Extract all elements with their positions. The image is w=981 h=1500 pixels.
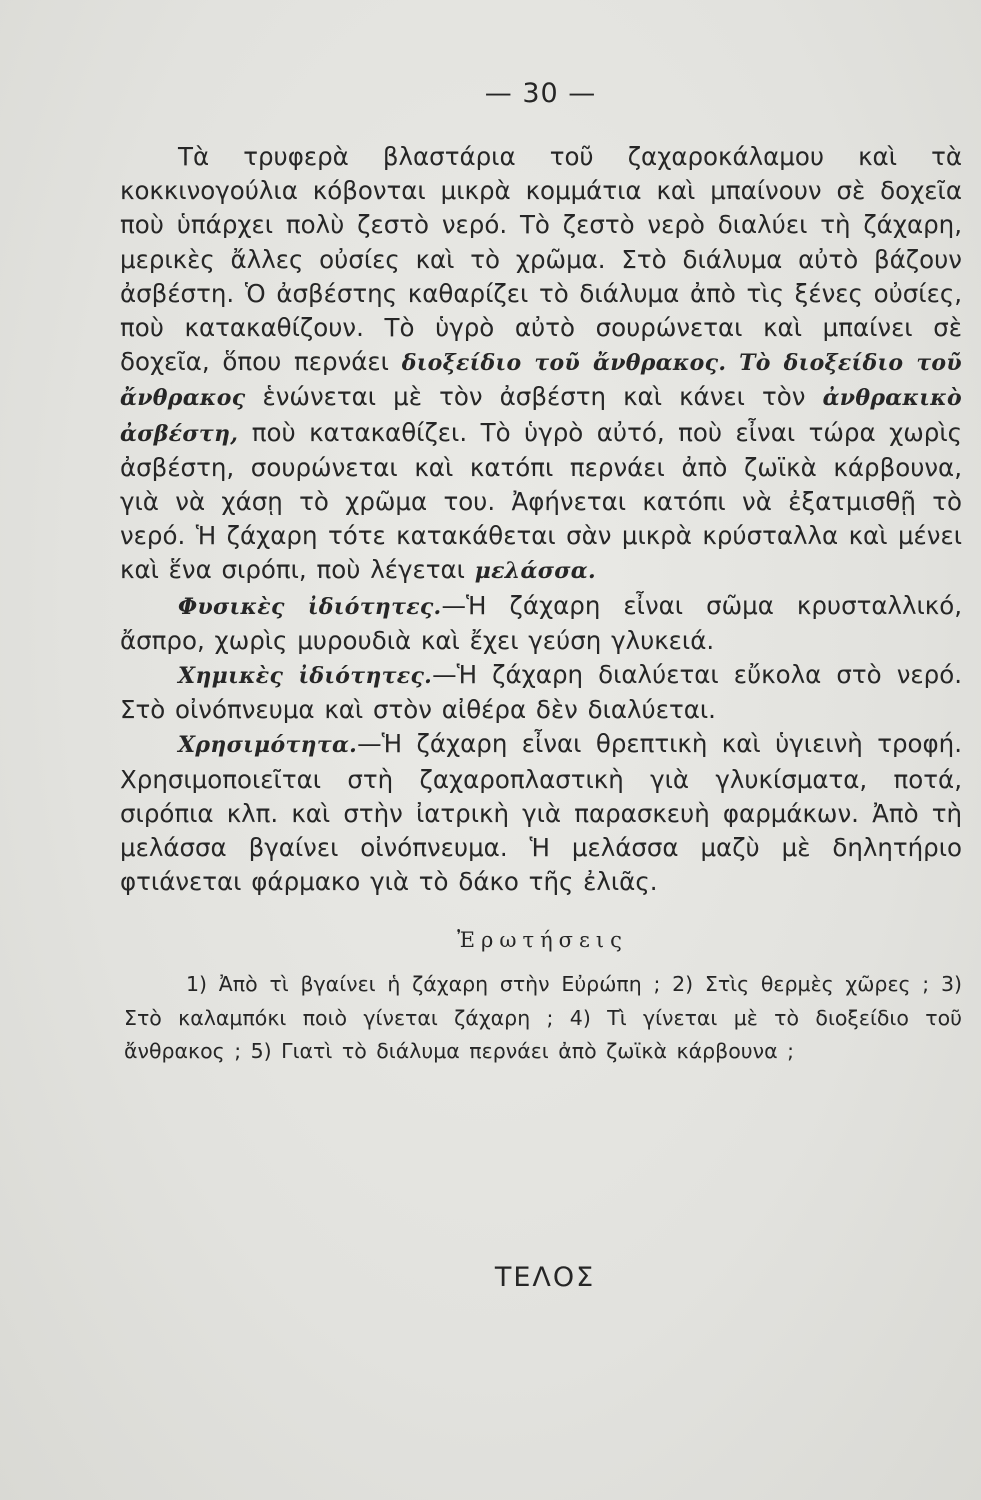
emphasis-term: μελάσσα. xyxy=(474,558,596,585)
text-segment xyxy=(726,347,739,376)
text-segment: —Ἡ ζάχαρη διαλύεται εὔκολα στὸ νερό. Στὸ οἰνόπνευμα καὶ στὸν αἰθέρα δὲν διαλύεται. xyxy=(120,660,962,725)
text-segment: ἑνώνεται μὲ τὸν ἀσβέστη καὶ κάνει τὸν xyxy=(245,382,823,412)
paragraph-physical-properties xyxy=(120,589,962,658)
paragraph-chemical-properties xyxy=(120,658,962,727)
emphasis-term: ἀνθρακικὸ ἀσβέστη, xyxy=(120,385,962,447)
questions-text: 1) Ἀπὸ τὶ βγαίνει ἡ ζάχαρη στὴν Εὐρώπη ; 2) Στὶς θερμὲς χῶρες ; 3) Στὸ καλαμπόκι ποιὸ γίνεται ζάχαρη ; 4) Τὶ γίνεται μὲ τὸ διοξείδιο τοῦ ἄνθρακος ; 5) Γιατὶ τὸ διάλυμα περνάει ἀπὸ ζωϊκὰ κάρβουνα ; xyxy=(124,972,962,1063)
text-segment: —Ἡ ζάχαρη εἶναι θρεπτικὴ καὶ ὑγιεινὴ τροφή. Χρησιμοποιεῖται στὴ ζαχαροπλαστικὴ γιὰ γλυκίσματα, ποτά, σιρόπια κλπ. καὶ στὴν ἰατρικὴ γιὰ παρασκευὴ φαρμάκων. Ἀπὸ τὴ μελάσσα βγαίνει οἰνόπνευμα. Ἡ μελάσσα μαζὺ μὲ δηλητήριο φτιάνεται φάρμακο γιὰ τὸ δάκο τῆς ἐλιᾶς. xyxy=(120,729,962,897)
body-text xyxy=(120,140,962,899)
section-label: Χημικὲς ἰδιότητες. xyxy=(178,663,433,690)
section-label: Φυσικὲς ἰδιότητες. xyxy=(178,593,442,620)
paragraph-usefulness xyxy=(120,727,962,899)
text-segment: Τὰ τρυφερὰ βλαστάρια τοῦ ζαχαροκάλαμου καὶ τὰ κοκκινογούλια κόβονται μικρὰ κομμάτια καὶ μπαίνουν σὲ δοχεῖα ποὺ ὑπάρχει πολὺ ζεστὸ νερό. Τὸ ζεστὸ νερὸ διαλύει τὴ ζάχαρη, μερικὲς ἄλλες οὐσίες καὶ τὸ χρῶμα. Στὸ διάλυμα αὐτὸ βάζουν ἀσβέστη. Ὁ ἀσβέστης καθαρίζει τὸ διάλυμα ἀπὸ τὶς ξένες οὐσίες, ποὺ κατακαθίζουν. Τὸ ὑγρὸ αὐτὸ σουρώνεται καὶ μπαίνει σὲ δοχεῖα, ὅπου περνάει xyxy=(120,142,962,377)
emphasis-term: διοξείδιο τοῦ ἄνθρακος. xyxy=(401,350,727,377)
text-segment: ποὺ κατακαθίζει. Τὸ ὑγρὸ αὐτό, ποὺ εἶναι τώρα χωρὶς ἀσβέστη, σουρώνεται καὶ κατόπι περνάει ἀπὸ ζωϊκὰ κάρβουνα, γιὰ νὰ χάσῃ τὸ χρῶμα του. Ἀφήνεται κατόπι νὰ ἐξατμισθῇ τὸ νερό. Ἡ ζάχαρη τότε κατακάθεται σὰν μικρὰ κρύσταλλα καὶ μένει καὶ ἕνα σιρόπι, ποὺ λέγεται xyxy=(120,417,962,585)
paragraph-process xyxy=(120,140,962,589)
page-number: — 30 — xyxy=(484,78,597,109)
emphasis-term: Τὸ διοξείδιο τοῦ ἄνθρακος xyxy=(120,350,962,412)
questions-heading: Ἐρωτήσεις xyxy=(457,928,628,952)
end-mark: ΤΕΛΟΣ xyxy=(494,1262,596,1293)
text-segment: —Ἡ ζάχαρη εἶναι σῶμα κρυσταλλικό, ἄσπρο, χωρὶς μυρουδιὰ καὶ ἔχει γεύση γλυκειά. xyxy=(120,590,962,655)
section-label: Χρησιμότητα. xyxy=(178,732,358,759)
